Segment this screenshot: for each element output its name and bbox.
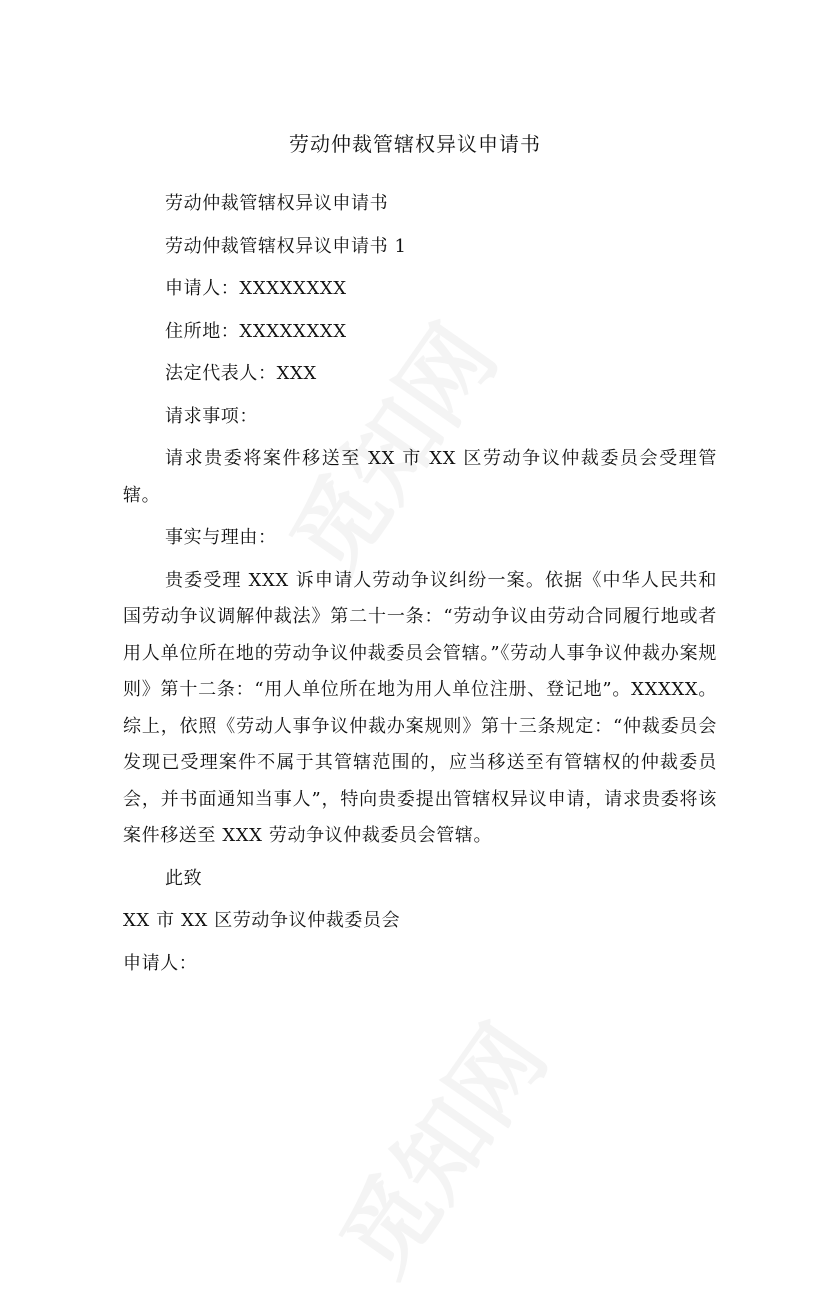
legal-representative-line: 法定代表人：XXX (165, 363, 317, 384)
document-title: 劳动仲裁管辖权异议申请书 (289, 132, 541, 156)
applicant-line: 申请人：XXXXXXXX (165, 278, 347, 299)
facts-paragraph: 贵委受理 XXX 诉申请人劳动争议纠纷一案。依据《中华人民共和国劳动争议调解仲裁法》第二十一条：“劳动争议由劳动合同履行地或者用人单位所在地的劳动争议仲裁委员会管辖。”《劳动人事争议仲裁办案规则》第十二条：“用人单位所在地为用人单位注册、登记地”。XXXXX。综上，依照《劳动人事争议仲裁办案规则》第十三条规定：“仲裁委员会发现已受理案件不属于其管辖范围的，应当移送至有管辖权的仲裁委员会，并书面通知当事人”，特向贵委提出管辖权异议申请，请求贵委将该案件移送至 XXX 劳动争议仲裁委员会管辖。 (123, 569, 717, 846)
subtitle-line-numbered: 劳动仲裁管辖权异议申请书 1 (165, 235, 407, 257)
address-line: 住所地：XXXXXXXX (165, 320, 347, 342)
request-paragraph: 请求贵委将案件移送至 XX 市 XX 区劳动争议仲裁委员会受理管辖。 (123, 448, 717, 506)
subtitle-line: 劳动仲裁管辖权异议申请书 (165, 193, 389, 214)
recipient-line: XX 市 XX 区劳动争议仲裁委员会 (123, 910, 401, 931)
signature-line: 申请人： (123, 952, 198, 974)
facts-heading: 事实与理由： (165, 527, 277, 548)
request-heading: 请求事项： (165, 405, 258, 427)
document-body (123, 186, 717, 982)
salutation-line: 此致 (165, 867, 203, 889)
watermark-lower (305, 995, 571, 1297)
